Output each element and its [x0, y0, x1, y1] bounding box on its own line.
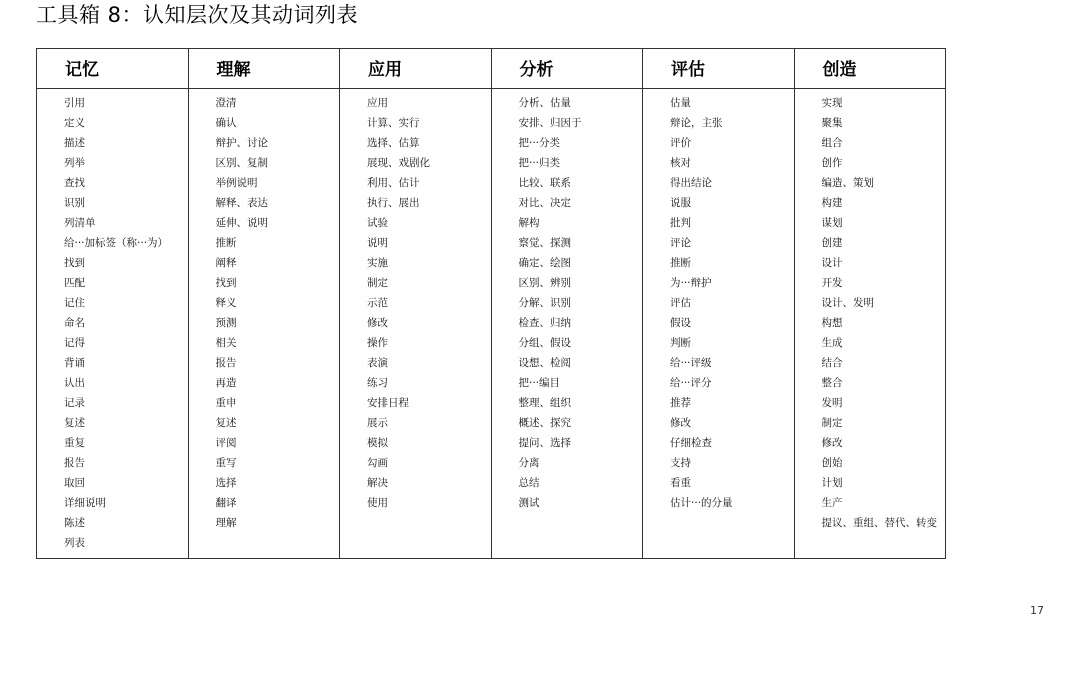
column-header: 创造	[795, 49, 946, 89]
verb-item: 应用	[367, 97, 388, 109]
verb-item: 命名	[64, 317, 85, 329]
verb-item: 构建	[821, 197, 843, 209]
verb-item: 说明	[367, 237, 388, 249]
verb-item: 安排日程	[367, 397, 409, 409]
verb-item: 相关	[215, 337, 237, 349]
verb-list	[795, 89, 946, 533]
verb-item: 推断	[215, 237, 237, 249]
verb-item: 组合	[821, 137, 843, 149]
verb-item: 生产	[821, 497, 843, 509]
verb-list	[189, 89, 340, 533]
verb-item: 延伸、说明	[215, 217, 268, 229]
verb-item: 找到	[215, 277, 237, 289]
column-evaluate	[643, 49, 795, 558]
verb-item: 模拟	[367, 437, 388, 449]
verb-item: 辩护、讨论	[215, 137, 268, 149]
verb-item: 安排、归因于	[518, 117, 582, 129]
verb-item: 展示	[367, 417, 388, 429]
verb-item: 阐释	[215, 257, 237, 269]
verb-item: 选择	[215, 477, 237, 489]
verb-item: 陈述	[64, 517, 85, 529]
verb-item: 释义	[215, 297, 237, 309]
verb-item: 判断	[670, 337, 691, 349]
verb-item: 得出结论	[670, 177, 712, 189]
verb-item: 给···评分	[670, 377, 712, 389]
verb-item: 解构	[518, 217, 540, 229]
verb-item: 检查、归纳	[518, 317, 571, 329]
verb-item: 推断	[670, 257, 691, 269]
verb-item: 辩论，主张	[670, 117, 723, 129]
verb-item: 背诵	[64, 357, 85, 369]
verb-item: 分解、识别	[518, 297, 571, 309]
verb-item: 估量	[670, 97, 691, 109]
verb-item: 认出	[64, 377, 85, 389]
verb-item: 列表	[64, 537, 85, 549]
verb-item: 设计、发明	[821, 297, 874, 309]
verb-item: 编造、策划	[821, 177, 874, 189]
verb-item: 练习	[367, 377, 388, 389]
verb-item: 操作	[367, 337, 388, 349]
verb-item: 再造	[215, 377, 237, 389]
verb-item: 为···辩护	[670, 277, 712, 289]
verb-item: 记录	[64, 397, 85, 409]
verb-item: 复述	[64, 417, 85, 429]
verb-item: 取回	[64, 477, 85, 489]
verb-item: 制定	[821, 417, 843, 429]
verb-item: 报告	[64, 457, 85, 469]
verb-item: 制定	[367, 277, 388, 289]
verb-item: 仔细检查	[670, 437, 712, 449]
verb-item: 重复	[64, 437, 85, 449]
verb-item: 分析、估量	[518, 97, 571, 109]
verb-item: 分离	[518, 457, 540, 469]
column-apply	[340, 49, 492, 558]
verb-item: 概述、探究	[518, 417, 571, 429]
verb-item: 修改	[367, 317, 388, 329]
verb-item: 找到	[64, 257, 85, 269]
verb-item: 执行、展出	[367, 197, 420, 209]
verb-item: 区别、复制	[215, 157, 268, 169]
column-understand	[189, 49, 341, 558]
verb-item: 把···分类	[518, 137, 561, 149]
verb-item: 提问、选择	[518, 437, 571, 449]
verb-item: 批判	[670, 217, 691, 229]
verb-item: 修改	[821, 437, 843, 449]
verb-item: 整合	[821, 377, 843, 389]
verb-item: 评价	[670, 137, 691, 149]
verb-item: 实施	[367, 257, 388, 269]
verb-list	[643, 89, 794, 513]
verb-item: 使用	[367, 497, 388, 509]
verb-item: 澄清	[215, 97, 237, 109]
column-remember	[37, 49, 189, 558]
verb-item: 举例说明	[215, 177, 258, 189]
verb-item: 区别、辨别	[518, 277, 571, 289]
verb-item: 评阅	[215, 437, 237, 449]
verb-item: 生成	[821, 337, 843, 349]
verb-item: 实现	[821, 97, 843, 109]
page-number: 17	[1030, 604, 1044, 617]
verb-item: 支持	[670, 457, 691, 469]
verb-item: 预测	[215, 317, 237, 329]
verb-list	[37, 89, 188, 553]
verb-item: 列举	[64, 157, 85, 169]
verb-item: 试验	[367, 217, 388, 229]
verb-item: 匹配	[64, 277, 85, 289]
verb-item: 察觉、探测	[518, 237, 571, 249]
verb-item: 整理、组织	[518, 397, 571, 409]
verb-item: 比较、联系	[518, 177, 571, 189]
verb-item: 开发	[821, 277, 843, 289]
verb-item: 总结	[518, 477, 540, 489]
column-header: 评估	[643, 49, 794, 89]
verb-item: 给···评级	[670, 357, 712, 369]
verb-item: 核对	[670, 157, 691, 169]
verb-item: 展现、戏剧化	[367, 157, 430, 169]
verb-item: 确认	[215, 117, 237, 129]
verb-item: 选择、估算	[367, 137, 420, 149]
verb-item: 重申	[215, 397, 237, 409]
column-header: 记忆	[37, 49, 188, 89]
verb-item: 利用、估计	[367, 177, 420, 189]
verb-item: 确定、绘图	[518, 257, 571, 269]
verb-item: 查找	[64, 177, 85, 189]
verb-list	[492, 89, 643, 513]
verb-item: 假设	[670, 317, 691, 329]
verb-item: 把···归类	[518, 157, 561, 169]
verb-item: 评估	[670, 297, 691, 309]
verb-item: 创建	[821, 237, 843, 249]
column-create	[795, 49, 946, 558]
verb-item: 设想、检阅	[518, 357, 571, 369]
page-title: 工具箱 8：认知层次及其动词列表	[36, 3, 359, 27]
verb-item: 评论	[670, 237, 691, 249]
verb-item: 提议、重组、替代、转变	[821, 517, 937, 529]
verb-item: 报告	[215, 357, 237, 369]
verb-item: 列清单	[64, 217, 96, 229]
verb-item: 重写	[215, 457, 237, 469]
verb-item: 给···加标签（称···为）	[64, 237, 169, 249]
cognitive-verb-table	[36, 48, 946, 559]
verb-item: 描述	[64, 137, 85, 149]
verb-item: 聚集	[821, 117, 843, 129]
verb-item: 推荐	[670, 397, 691, 409]
verb-item: 记住	[64, 297, 85, 309]
column-header: 应用	[340, 49, 491, 89]
column-header: 分析	[492, 49, 643, 89]
verb-item: 翻译	[215, 497, 237, 509]
verb-item: 修改	[670, 417, 691, 429]
verb-item: 引用	[64, 97, 85, 109]
verb-item: 解释、表达	[215, 197, 268, 209]
verb-item: 说服	[670, 197, 691, 209]
verb-item: 发明	[821, 397, 843, 409]
verb-item: 计算、实行	[367, 117, 420, 129]
verb-item: 谋划	[821, 217, 843, 229]
verb-item: 勾画	[367, 457, 388, 469]
verb-item: 复述	[215, 417, 237, 429]
verb-item: 定义	[64, 117, 85, 129]
verb-item: 构想	[821, 317, 843, 329]
verb-list	[340, 89, 491, 513]
verb-item: 识别	[64, 197, 85, 209]
verb-item: 估计···的分量	[670, 497, 733, 509]
column-analyze	[492, 49, 644, 558]
verb-item: 把···编目	[518, 377, 561, 389]
verb-item: 理解	[215, 517, 237, 529]
verb-item: 记得	[64, 337, 85, 349]
verb-item: 分组、假设	[518, 337, 571, 349]
verb-item: 表演	[367, 357, 388, 369]
verb-item: 创始	[821, 457, 843, 469]
column-header: 理解	[189, 49, 340, 89]
verb-item: 解决	[367, 477, 388, 489]
verb-item: 测试	[518, 497, 540, 509]
verb-item: 看重	[670, 477, 691, 489]
verb-item: 详细说明	[64, 497, 106, 509]
verb-item: 创作	[821, 157, 843, 169]
verb-item: 设计	[821, 257, 843, 269]
verb-item: 计划	[821, 477, 843, 489]
verb-item: 对比、决定	[518, 197, 571, 209]
verb-item: 示范	[367, 297, 388, 309]
verb-item: 结合	[821, 357, 843, 369]
